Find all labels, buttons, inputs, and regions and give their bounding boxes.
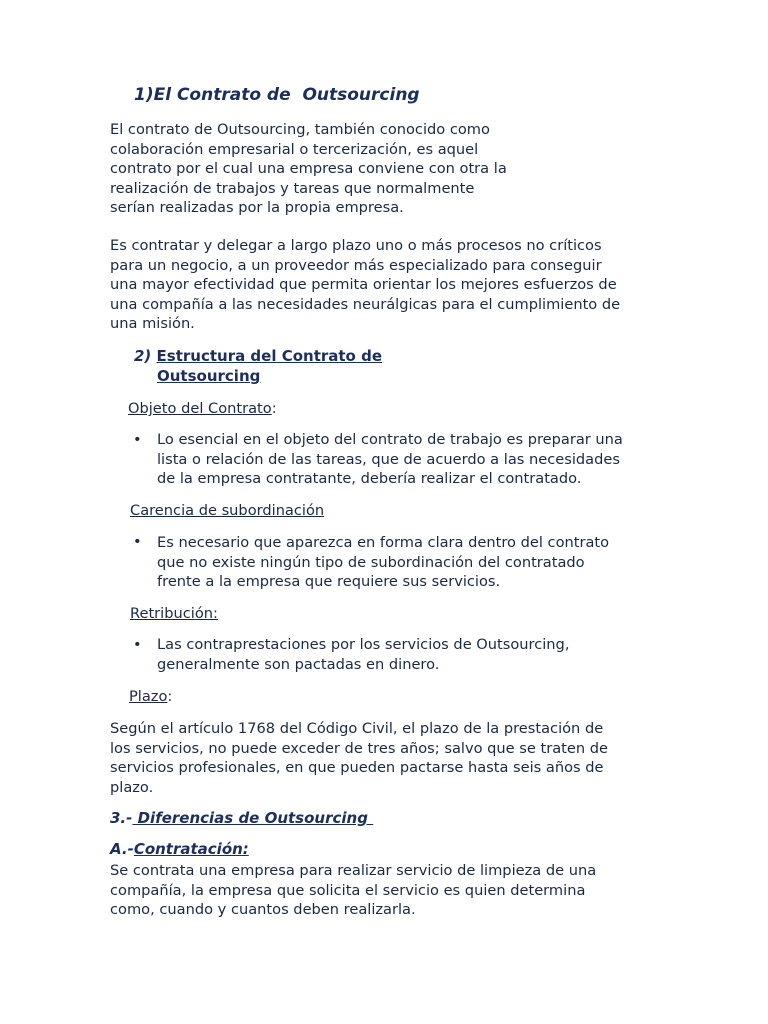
subheading-carencia-label: Carencia de subordinación [130,502,325,519]
subsection-a-heading [110,840,249,858]
text-line: Es contratar y delegar a largo plazo uno o más procesos no críticos [110,237,602,254]
text-line: los servicios, no puede exceder de tres años; salvo que se traten de [110,739,608,757]
bullet-icon: • [133,431,142,448]
text-line: una mayor efectividad que permita orientar los mejores esfuerzos de [110,276,617,294]
section-3-title: Diferencias de Outsourcing [132,809,374,827]
text-line: Es necesario que aparezca en forma clara dentro del contrato [157,534,610,551]
text-line: serían realizadas por la propia empresa. [110,199,404,217]
text-line: compañía, la empresa que solicita el servicio es quien determina [110,881,586,899]
section-1-paragraph-2 [110,236,620,334]
text-line: como, cuando y cuantos deben realizarla. [110,901,416,919]
plazo-paragraph [110,719,608,797]
text-line: Lo esencial en el objeto del contrato de trabajo es preparar una [157,431,623,448]
section-3-heading [110,809,373,827]
subheading-retribucion-label: Retribución: [130,605,218,622]
section-2-title-line-1: Estructura del Contrato de [156,347,382,365]
text-line: colaboración empresarial o tercerización, es aquel [110,140,479,158]
text-line: que no existe ningún tipo de subordinación del contratado [157,553,585,571]
subsection-a-paragraph [110,861,596,920]
section-2-number: 2) [134,347,152,365]
text-line: El contrato de Outsourcing, también conocido como [110,121,490,138]
subheading-plazo-suffix: : [167,688,173,705]
subheading-objeto-suffix: : [271,400,277,417]
text-line: una compañía a las necesidades neurálgicas para el cumplimiento de [110,295,621,313]
section-1-paragraph-1 [110,120,507,218]
text-line: Se contrata una empresa para realizar servicio de limpieza de una [110,862,597,879]
subheading-carencia [130,501,324,520]
subsection-a-prefix: A.- [110,840,134,858]
text-line: plazo. [110,778,154,796]
text-line: para un negocio, a un proveedor más especializado para conseguir [110,256,602,274]
bullet-retribucion [157,635,569,674]
text-line: una misión. [110,315,195,333]
text-line: frente a la empresa que requiere sus servicios. [157,573,501,591]
subheading-retribucion [130,604,218,623]
section-3-number: 3.- [110,809,133,827]
text-line: Según el artículo 1768 del Código Civil, el plazo de la prestación de [110,720,604,737]
bullet-icon: • [133,533,142,550]
text-line: lista o relación de las tareas, que de acuerdo a las necesidades [157,450,620,468]
text-line: realización de trabajos y tareas que normalmente [110,179,475,197]
text-line: Las contraprestaciones por los servicios de Outsourcing, [157,636,570,653]
section-2-heading [134,346,382,386]
subsection-a-title: Contratación: [133,840,249,858]
bullet-carencia [157,533,609,592]
subheading-plazo [129,687,172,706]
subheading-objeto-label: Objeto del Contrato [128,400,272,417]
subheading-objeto [128,399,277,418]
text-line: de la empresa contratante, debería realizar el contratado. [157,470,582,488]
text-line: generalmente son pactadas en dinero. [157,655,440,673]
bullet-icon: • [133,636,142,653]
section-1-heading: 1)El Contrato de Outsourcing [134,85,420,105]
text-line: servicios profesionales, en que pueden pactarse hasta seis años de [110,759,604,777]
bullet-objeto [157,430,623,489]
section-2-title-line-2: Outsourcing [157,367,261,385]
text-line: contrato por el cual una empresa conviene con otra la [110,160,507,178]
subheading-plazo-label: Plazo [129,688,168,705]
